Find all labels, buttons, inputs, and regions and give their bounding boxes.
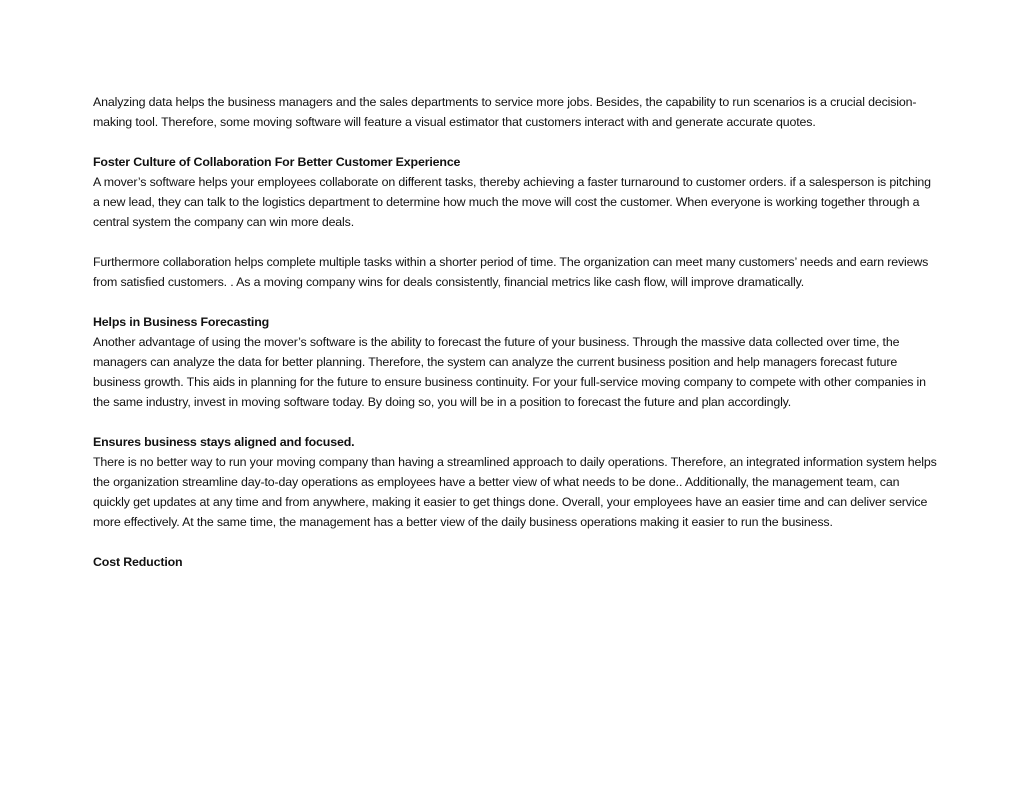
section-paragraph: A mover’s software helps your employees collaborate on different tasks, thereby achieving a faster turnaround to customer orders. if a salesperson is pitching a new lead, they can talk to the logistics department to determine how much the move will cost the customer. When everyone is working together through a central system the company can win more deals. — [93, 175, 931, 229]
section-paragraph: There is no better way to run your moving company than having a streamlined approach to daily operations. Therefore, an integrated information system helps the organization streamline day-to-day operations as employees have a better view of what needs to be done.. Additionally, the management team, can quickly get updates at any time and from anywhere, making it easier to get things done. Overall, your employees have an easier time and can deliver service more effectively. At the same time, the management has a better view of the daily business operations making it easier to run the business. — [93, 455, 937, 529]
section-heading: Ensures business stays aligned and focused. — [93, 435, 355, 449]
section-collaboration — [93, 152, 938, 292]
section-cost-reduction — [93, 552, 938, 572]
section-forecasting — [93, 312, 938, 412]
document-page — [93, 92, 938, 572]
section-paragraph: Furthermore collaboration helps complete multiple tasks within a shorter period of time. The organization can meet many customers’ needs and earn reviews from satisfied customers. . As a moving company wins for deals consistently, financial metrics like cash flow, will improve dramatically. — [93, 255, 929, 289]
intro-paragraph: Analyzing data helps the business managers and the sales departments to service more jobs. Besides, the capability to run scenarios is a crucial decision-making tool. Therefore, some moving software will feature a visual estimator that customers interact with and generate accurate quotes. — [93, 95, 917, 129]
section-heading: Helps in Business Forecasting — [93, 315, 270, 329]
section-heading: Cost Reduction — [93, 555, 183, 569]
section-heading: Foster Culture of Collaboration For Better Customer Experience — [93, 155, 461, 169]
section-paragraph: Another advantage of using the mover’s software is the ability to forecast the future of your business. Through the massive data collected over time, the managers can analyze the data for better planning. Therefore, the system can analyze the current business position and help managers forecast future business growth. This aids in planning for the future to ensure business continuity. For your full-service moving company to compete with other companies in the same industry, invest in moving software today. By doing so, you will be in a position to forecast the future and plan accordingly. — [93, 335, 926, 409]
section-alignment — [93, 432, 938, 532]
